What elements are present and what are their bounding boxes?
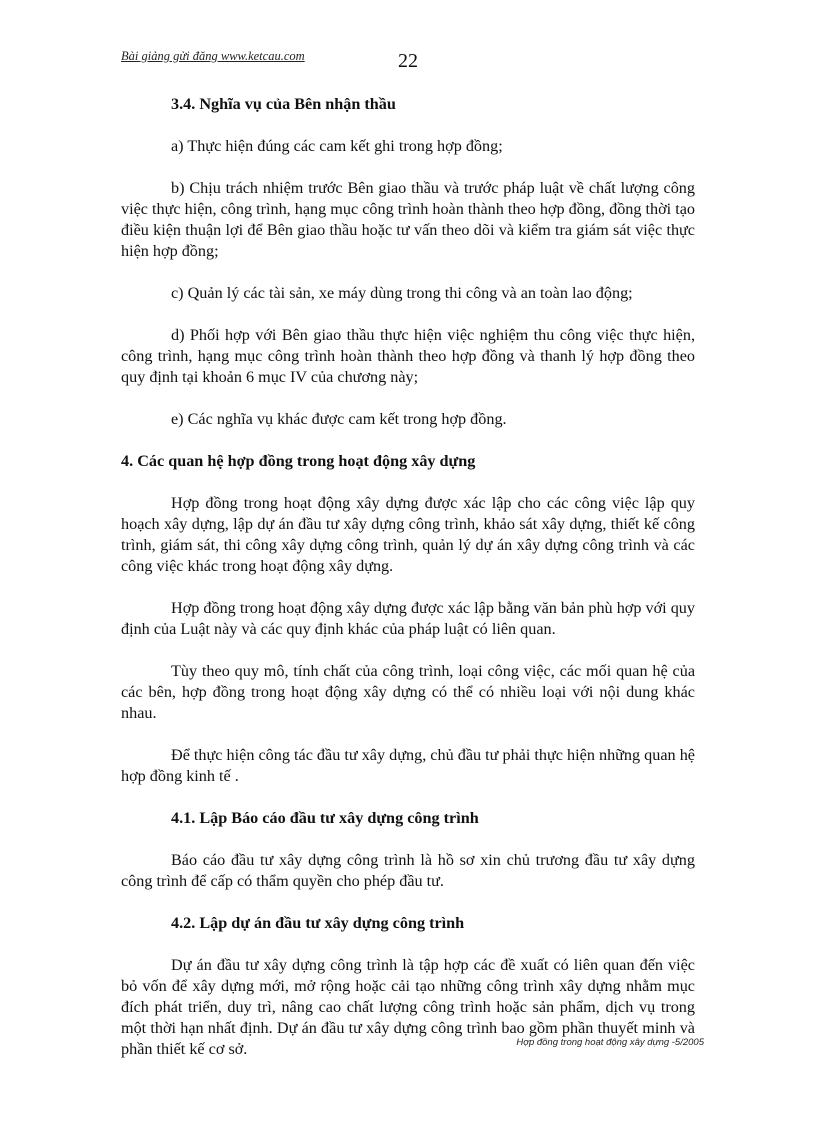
page-footer: Hợp đồng trong hoạt động xây dựng -5/2005 (516, 1037, 704, 1048)
section-4-1-title: 4.1. Lập Báo cáo đầu tư xây dựng công trình (171, 809, 479, 827)
section-4-title: 4. Các quan hệ hợp đồng trong hoạt động xây dựng (121, 452, 476, 470)
section-4-paragraph: Để thực hiện công tác đầu tư xây dựng, chủ đầu tư phải thực hiện những quan hệ hợp đồng kinh tế . (121, 746, 695, 785)
header-site-link[interactable]: Bài giảng gửi đăng www.ketcau.com (121, 49, 305, 63)
section-4-2-title: 4.2. Lập dự án đầu tư xây dựng công trình (171, 914, 465, 932)
section-4-1-text: Báo cáo đầu tư xây dựng công trình là hồ sơ xin chủ trương đầu tư xây dựng công trình để cấp có thẩm quyền cho phép đầu tư. (121, 851, 695, 890)
obligation-item-a: a) Thực hiện đúng các cam kết ghi trong hợp đồng; (171, 137, 503, 155)
section-4-paragraph: Hợp đồng trong hoạt động xây dựng được xác lập cho các công việc lập quy hoạch xây dựng, lập dự án đầu tư xây dựng công trình, khảo sát xây dựng, thiết kế công trình, giám sát, thi công xây dựng công trình, quản lý dự án xây dựng công trình và các công việc khác trong hoạt động xây dựng. (121, 494, 695, 575)
section-3-4-title: 3.4. Nghĩa vụ của Bên nhận thầu (171, 95, 396, 113)
obligation-item-e: e) Các nghĩa vụ khác được cam kết trong hợp đồng. (171, 410, 507, 428)
page-number: 22 (398, 50, 418, 72)
section-4-paragraph: Tùy theo quy mô, tính chất của công trình, loại công việc, các mối quan hệ của các bên, hợp đồng trong hoạt động xây dựng có thể có nhiều loại với nội dung khác nhau. (121, 662, 695, 722)
obligation-item-d: d) Phối hợp với Bên giao thầu thực hiện việc nghiệm thu công việc thực hiện, công trình, hạng mục công trình hoàn thành theo hợp đồng và thanh lý hợp đồng theo quy định tại khoản 6 mục IV của chương này; (121, 326, 695, 386)
section-4-paragraph: Hợp đồng trong hoạt động xây dựng được xác lập bằng văn bản phù hợp với quy định của Luật này và các quy định khác của pháp luật có liên quan. (121, 599, 695, 638)
section-4-2-text: Dự án đầu tư xây dựng công trình là tập hợp các đề xuất có liên quan đến việc bỏ vốn để xây dựng mới, mở rộng hoặc cải tạo những công trình xây dựng nhằm mục đích phát triển, duy trì, nâng cao chất lượng công trình hoặc sản phẩm, dịch vụ trong một thời hạn nhất định. Dự án đầu tư xây dựng công trình bao gồm phần thuyết minh và phần thiết kế cơ sở. (121, 956, 695, 1058)
obligation-item-b: b) Chịu trách nhiệm trước Bên giao thầu và trước pháp luật về chất lượng công việc thực hiện, công trình, hạng mục công trình hoàn thành theo hợp đồng, đồng thời tạo điều kiện thuận lợi để Bên giao thầu hoặc tư vấn theo dõi và kiểm tra giám sát việc thực hiện hợp đồng; (121, 179, 695, 260)
document-body (121, 94, 695, 1060)
obligation-item-c: c) Quản lý các tài sản, xe máy dùng trong thi công và an toàn lao động; (171, 284, 633, 302)
